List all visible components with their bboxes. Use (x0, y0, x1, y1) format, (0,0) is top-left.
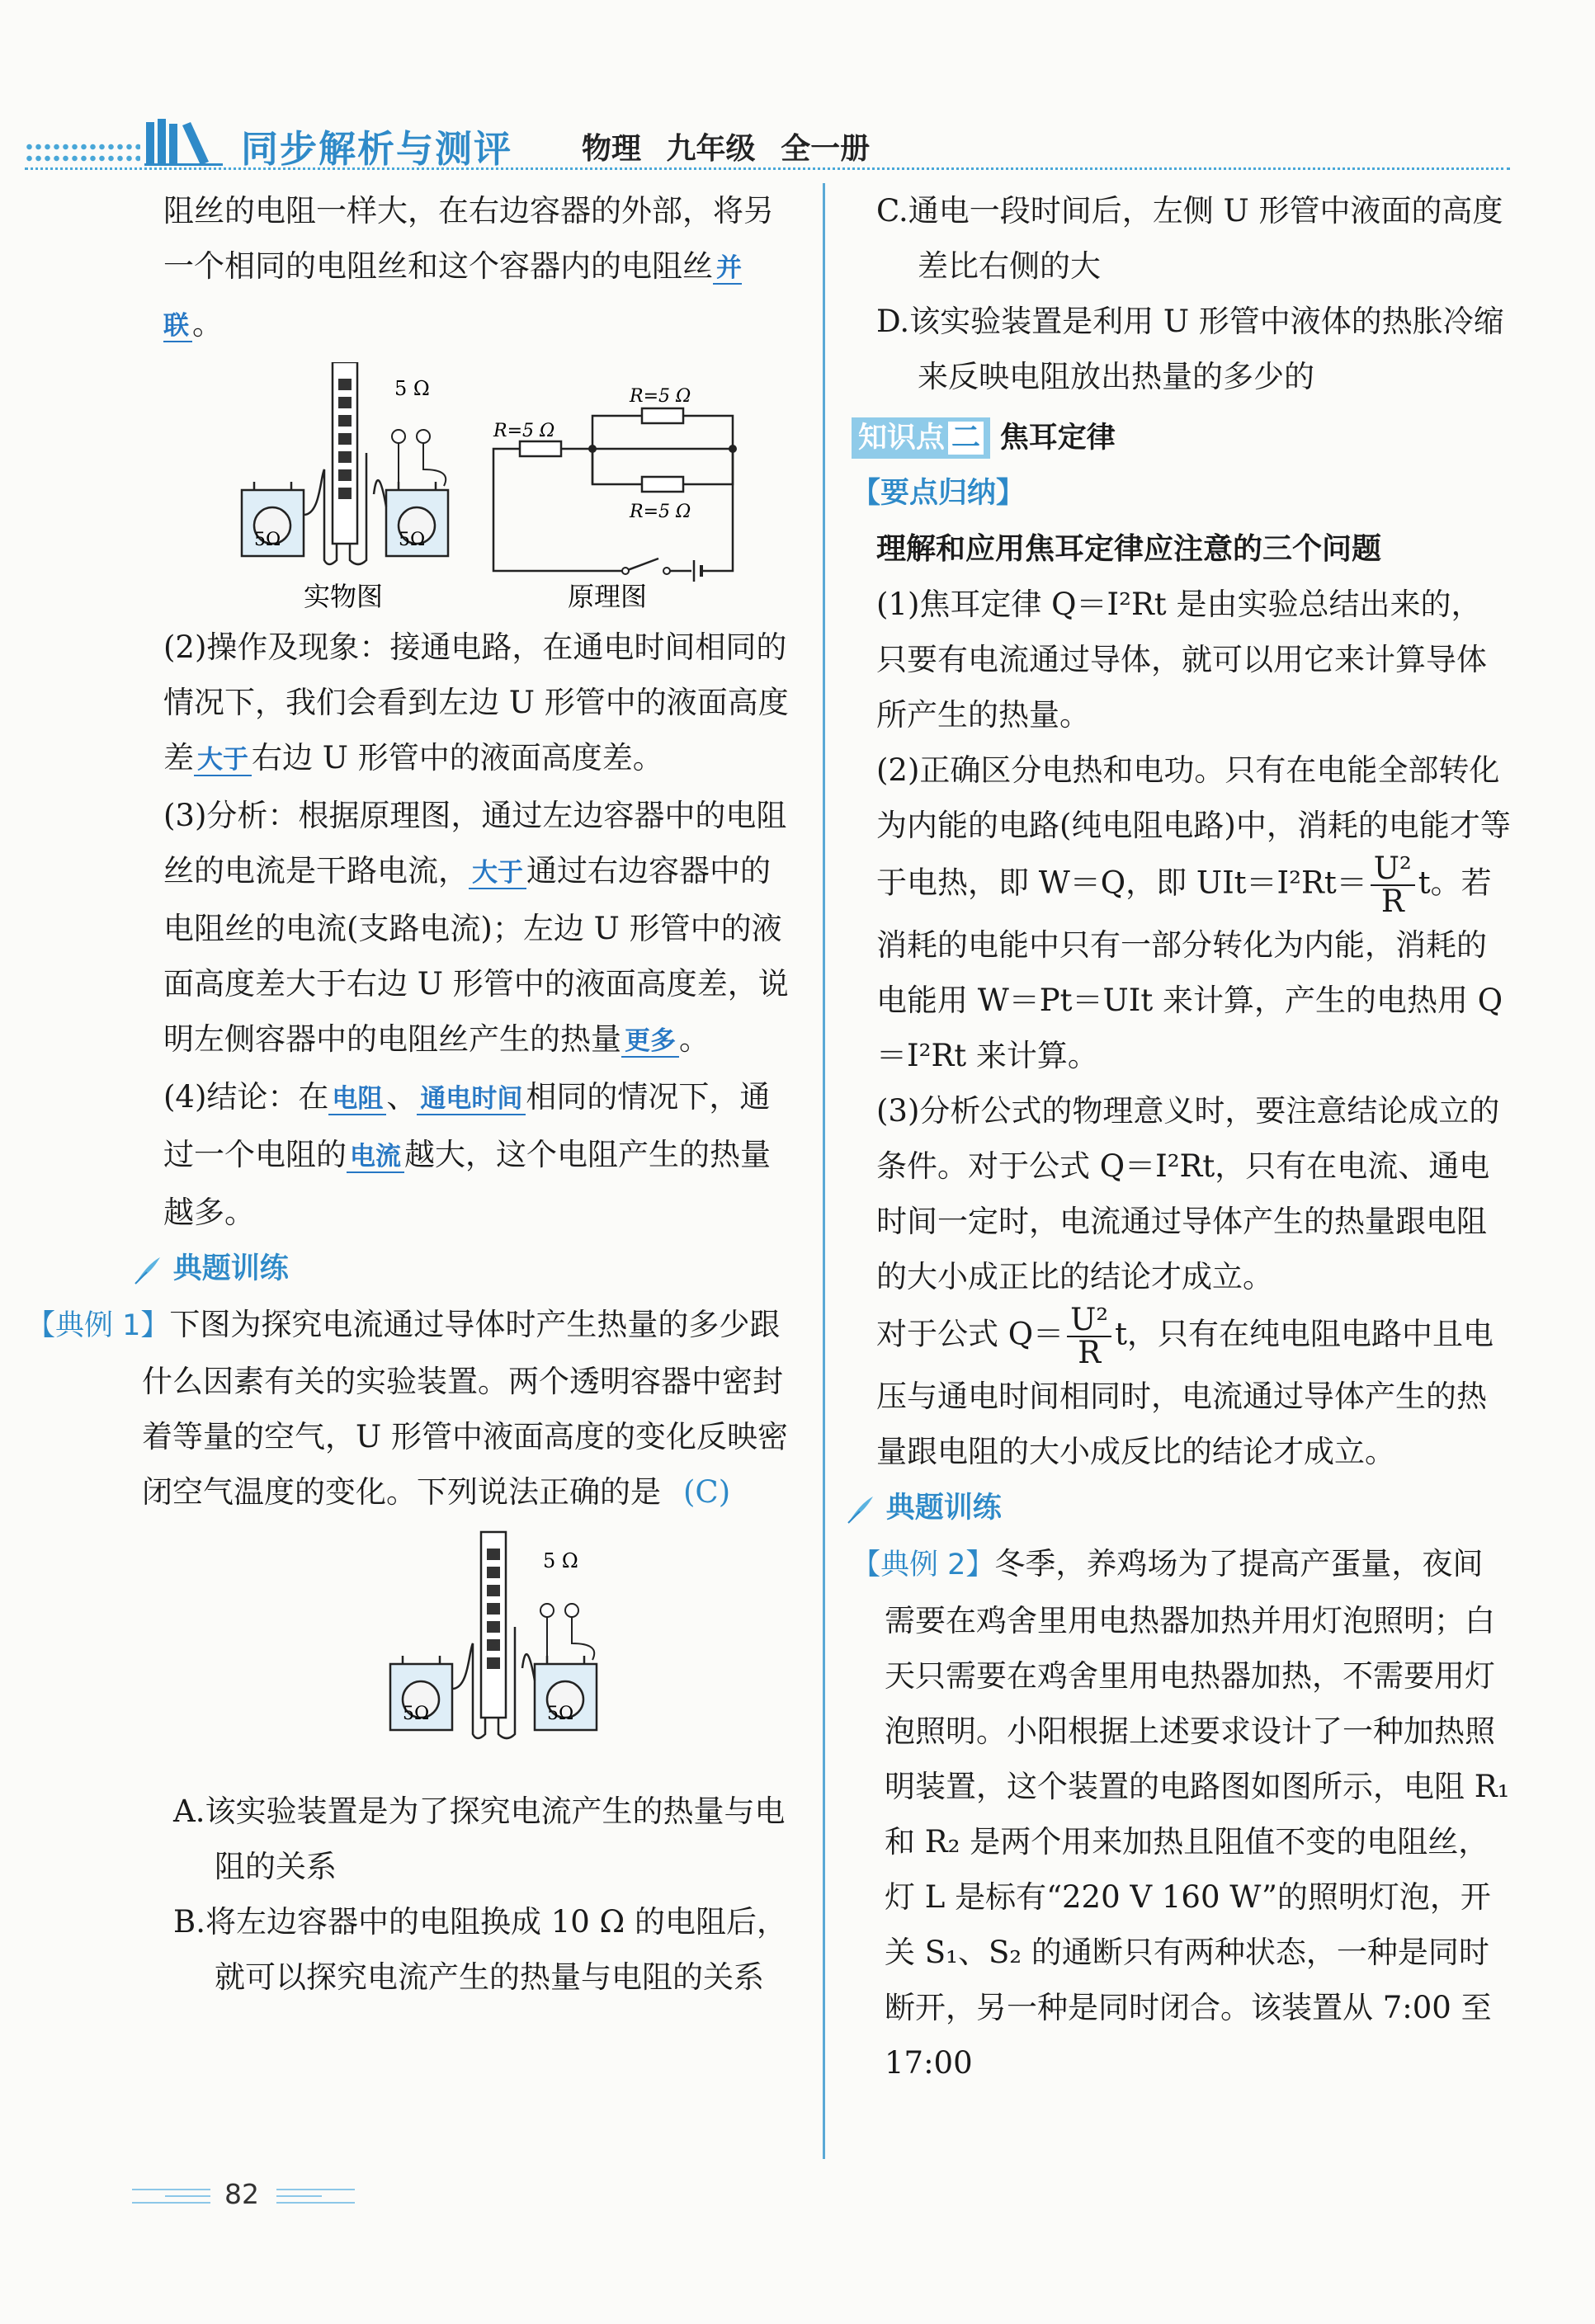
circuit-resistor-label: R=5 Ω (630, 386, 691, 407)
text: (2)操作及现象：接通电路，在通电时间相同的情况下，我们会看到左边 U 形管中的液面高度差 (163, 629, 789, 775)
header-dots-decoration (25, 155, 140, 162)
page-number: 82 (224, 2178, 259, 2210)
kp-number: 二 (948, 422, 984, 455)
text: 。 (192, 306, 223, 342)
kp-title: 焦耳定律 (999, 422, 1116, 455)
text: 右边 U 形管中的液面高度差。 (252, 740, 663, 775)
fraction (1067, 1304, 1111, 1369)
fraction-numerator: U² (1067, 1304, 1111, 1337)
paragraph (163, 620, 799, 788)
text: t。若消耗的电能中只有一部分转化为内能，消耗的电能用 W＝Pt＝UIt 来计算，产生的电热用 Q＝I²Rt 来计算。 (876, 865, 1503, 1073)
knowledge-point-badge (852, 417, 990, 459)
text: (4)结论：在 (163, 1079, 329, 1115)
paragraph: (3)分析：根据原理图，通过左边容器中的电阻丝的电流是干路电流， 大于 通过右边容器中的电阻丝的电流(支路电流)；左边 U 形管中的液面高度差大于右边 U 形管中的液面高度差，说明左侧容器中的电阻丝产生的热量 更多 。 (163, 798, 789, 1057)
page-header (25, 107, 1510, 173)
training-title: 典题训练 (172, 1252, 289, 1285)
circuit-resistor-label: R=5 Ω (493, 421, 555, 441)
right-column (852, 183, 1512, 2091)
paragraph (876, 1304, 1512, 1479)
fraction-denominator: R (1078, 1335, 1102, 1370)
answer-fill: 更多 (621, 1026, 679, 1058)
caption-schematic: 原理图 (568, 581, 648, 610)
answer-fill: 大于 (469, 858, 526, 889)
answer-fill: 并联 (163, 253, 742, 341)
answer-fill: 大于 (194, 745, 252, 776)
option-a: A.该实验装置是为了探究电流产生的热量与电阻的关系 (173, 1794, 786, 1884)
summary-title: 【要点归纳】 (852, 477, 1026, 510)
column-divider (823, 183, 825, 2159)
answer-fill: 电流 (347, 1142, 404, 1173)
apparatus-and-circuit-diagram (163, 362, 799, 610)
paragraph: (1)焦耳定律 Q＝I²Rt 是由实验总结出来的，只要有电流通过导体，就可以用它来计算导体所产生的热量。 (876, 587, 1487, 733)
summary-heading: 理解和应用焦耳定律应注意的三个问题 (876, 532, 1382, 566)
books-logo-icon (144, 117, 231, 167)
resistor-label: 5Ω (403, 1704, 430, 1724)
feather-icon (843, 1493, 876, 1526)
fraction (1371, 853, 1415, 917)
paragraph (163, 183, 799, 354)
book-subtitle: 物理 九年级 全一册 (582, 132, 871, 166)
text: 越大，这个电阻产生的热量越多。 (163, 1137, 771, 1230)
section-heading (130, 1240, 799, 1297)
text: 、 (386, 1079, 418, 1115)
answer-fill: 通电时间 (417, 1084, 526, 1115)
training-title: 典题训练 (885, 1492, 1002, 1525)
text: 阻丝的电阻一样大，在右边容器的外部，将另一个相同的电阻丝和这个容器内的电阻丝 (163, 193, 774, 284)
left-column (26, 183, 799, 2005)
option-b: B.将左边容器中的电阻换成 10 Ω 的电阻后，就可以探究电流产生的热量与电阻的关系 (173, 1904, 787, 1995)
apparatus-diagram (163, 1528, 799, 1784)
circuit-resistor-label: R=5 Ω (630, 502, 691, 522)
text: 对于公式 Q＝ (876, 1316, 1064, 1352)
knowledge-point-heading (852, 409, 1512, 466)
answer-fill: 电阻 (328, 1084, 386, 1115)
example-2 (852, 1536, 1512, 2091)
page-footer (132, 2178, 380, 2211)
paragraph (876, 742, 1512, 1083)
fraction-denominator: R (1380, 884, 1404, 919)
text: 相同的情况下，通过一个电阻的 (163, 1079, 771, 1172)
resistor-label: 5 Ω (543, 1549, 578, 1572)
resistor-label: 5Ω (547, 1704, 574, 1724)
example-label: 【典例 2】 (852, 1549, 995, 1582)
fraction-numerator: U² (1371, 853, 1415, 886)
experiment-figure-2 (163, 1528, 799, 1784)
resistor-label: 5Ω (254, 530, 281, 550)
text: 冬季，养鸡场为了提高产蛋量，夜间需要在鸡舍里用电热器加热并用灯泡照明；白天只需要在鸡舍里用电热器加热，不需要用灯泡照明。小阳根据上述要求设计了一种加热照明装置，这个装置的电路图如图所示，电阻 R₁ 和 R₂ 是两个用来加热且阻值不变的电阻丝，灯 L 是标有“220 V 160 W”的照明灯泡，开关 S₁、S₂ 的通断只有两种状态，一种是同时断开，另一种是同时闭合。该装置从 7:00 至 17:00 (885, 1546, 1510, 2081)
text: 通过右边容器中的电阻丝的电流(支路电流)；左边 U 形管中的液面高度差大于右边 U 形管中的液面高度差，说明左侧容器中的电阻丝产生的热量 (163, 853, 789, 1057)
resistor-label: 5Ω (399, 530, 426, 550)
example-label: 【典例 1】 (26, 1309, 170, 1342)
book-title: 同步解析与测评 (241, 127, 513, 171)
caption-physical: 实物图 (304, 581, 384, 610)
paragraph: (3)分析公式的物理意义时，要注意结论成立的条件。对于公式 Q＝I²Rt，只有在电流、通电时间一定时，电流通过导体产生的热量跟电阻的大小成正比的结论才成立。 (876, 1093, 1500, 1294)
text: (2)正确区分电热和电功。只有在电能全部转化为内能的电路(纯电阻电路)中，消耗的电能才等于电热，即 W＝Q，即 UIt＝I²Rt＝ (876, 752, 1511, 901)
text: (3)分析：根据原理图，通过左边容器中的电阻丝的电流是干路电流， (163, 798, 787, 889)
option-c: C.通电一段时间后，左侧 U 形管中液面的高度差比右侧的大 (876, 193, 1503, 284)
text: 下图为探究电流通过导体时产生热量的多少跟什么因素有关的实验装置。两个透明容器中密封着等量的空气，U 形管中液面高度的变化反映密闭空气温度的变化。下列说法正确的是 (142, 1307, 788, 1510)
kp-label: 知识点 (858, 422, 946, 455)
text: t，只有在纯电阻电路中且电压与通电时间相同时，电流通过导体产生的热量跟电阻的大小成反比的结论才成立。 (876, 1316, 1494, 1469)
paragraph (163, 1069, 799, 1240)
resistor-label: 5 Ω (394, 377, 430, 400)
option-d: D.该实验装置是利用 U 形管中液体的热胀冷缩来反映电阻放出热量的多少的 (876, 304, 1504, 394)
example-1: 【典例 1】下图为探究电流通过导体时产生热量的多少跟什么因素有关的实验装置。两个透明容器中密封着等量的空气，U 形管中液面高度的变化反映密闭空气温度的变化。下列说法正确的是 (C) (26, 1307, 788, 1510)
experiment-figure-1 (163, 362, 799, 610)
header-divider (25, 167, 1510, 170)
feather-icon (130, 1254, 163, 1287)
header-dots-decoration (25, 144, 140, 150)
section-heading (843, 1479, 1512, 1536)
